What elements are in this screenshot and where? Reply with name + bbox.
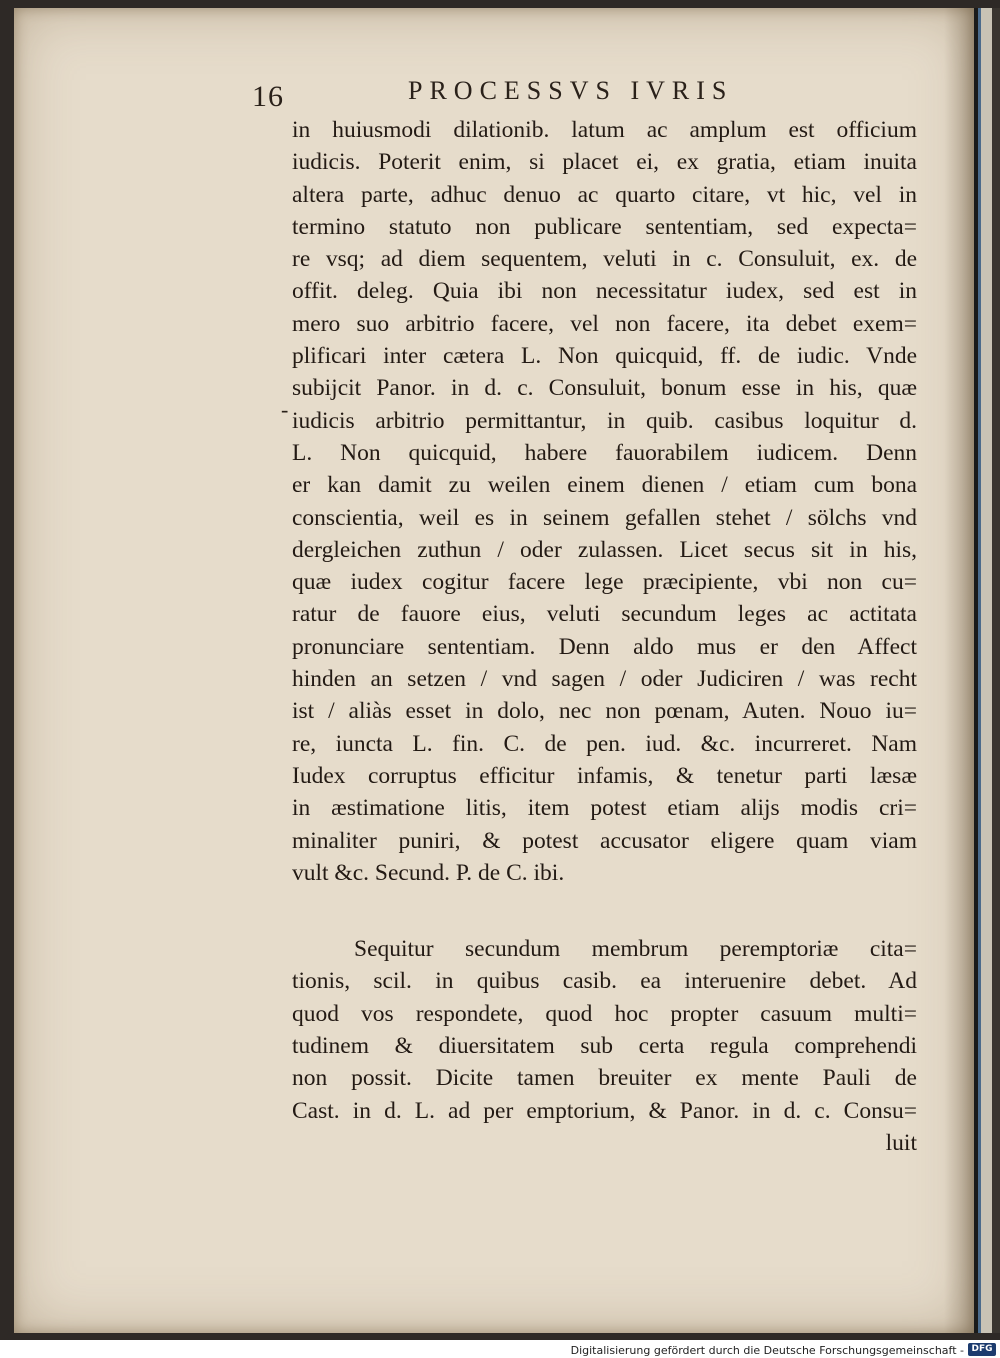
text-line: quæ iudex cogitur facere lege præcipiente, vbi non cu= bbox=[292, 569, 917, 596]
page-edge-shadow bbox=[944, 8, 974, 1333]
text-line: non possit. Dicite tamen breuiter ex mente Pauli de bbox=[292, 1065, 917, 1092]
text-line: minaliter puniri, & potest accusator eligere quam viam bbox=[292, 827, 917, 854]
page-header bbox=[252, 74, 932, 118]
text-line: ist / aliàs esset in dolo, nec non pœnam, Auten. Nouo iu= bbox=[292, 698, 917, 725]
text-line: Cast. in d. L. ad per emptorium, & Panor. in d. c. Consu= bbox=[292, 1097, 917, 1124]
text-line: altera parte, adhuc denuo ac quarto citare, vt hic, vel in bbox=[292, 181, 917, 208]
text-line: in huiusmodi dilationib. latum ac amplum est officium bbox=[292, 117, 917, 143]
paragraph-2 bbox=[292, 933, 917, 1159]
text-line: vult &c. Secund. P. de C. ibi. bbox=[292, 859, 565, 886]
text-line: L. Non quicquid, habere fauorabilem iudicem. Denn bbox=[292, 439, 917, 466]
text-line: offit. deleg. Quia ibi non necessitatur iudex, sed est in bbox=[292, 278, 917, 305]
digitization-credit: Digitalisierung gefördert durch die Deutsche Forschungsgemeinschaft - bbox=[570, 1344, 964, 1357]
text-line: in æstimatione litis, item potest etiam alijs modis cri= bbox=[292, 795, 917, 822]
text-line: dergleichen zuthun / oder zulassen. Licet secus sit in his, bbox=[292, 536, 917, 563]
text-line: hinden an setzen / vnd sagen / oder Judiciren / was recht bbox=[292, 666, 917, 693]
text-line: re vsq; ad diem sequentem, veluti in c. Consuluit, ex. de bbox=[292, 246, 917, 273]
text-block bbox=[292, 114, 917, 1159]
text-line: tudinem & diuersitatem sub certa regula comprehendi bbox=[292, 1033, 917, 1060]
text-line: luit bbox=[885, 1129, 917, 1156]
text-line: Iudex corruptus efficitur infamis, & tenetur parti læsæ bbox=[292, 762, 917, 789]
text-line: iudicis. Poterit enim, si placet ei, ex gratia, etiam inuita bbox=[292, 149, 917, 176]
paragraph-1 bbox=[292, 114, 917, 889]
text-line: quod vos respondete, quod hoc propter casuum multi= bbox=[292, 1000, 917, 1027]
margin-mark: - bbox=[281, 397, 289, 422]
text-line: iudicis arbitrio permittantur, in quib. casibus loquitur d. bbox=[292, 407, 917, 434]
page-number: 16 bbox=[252, 80, 284, 113]
text-line: mero suo arbitrio facere, vel non facere, ita debet exem= bbox=[292, 310, 917, 337]
text-line: termino statuto non publicare sententiam, sed expecta= bbox=[292, 213, 917, 240]
text-line: tionis, scil. in quibus casib. ea interuenire debet. Ad bbox=[292, 968, 917, 995]
dfg-logo: DFG bbox=[968, 1343, 996, 1356]
text-line: er kan damit zu weilen einem dienen / etiam cum bona bbox=[292, 472, 917, 499]
text-line: pronunciare sententiam. Denn aldo mus er den Affect bbox=[292, 633, 917, 660]
text-line: subijcit Panor. in d. c. Consuluit, bonum esse in his, quæ bbox=[292, 375, 917, 402]
running-title: PROCESSVS IVRIS bbox=[408, 76, 734, 105]
text-line: re, iuncta L. fin. C. de pen. iud. &c. incurreret. Nam bbox=[292, 730, 917, 757]
text-line: plificari inter cætera L. Non quicquid, ff. de iudic. Vnde bbox=[292, 343, 917, 370]
text-line: conscientia, weil es in seinem gefallen stehet / sölchs vnd bbox=[292, 504, 917, 531]
text-line: Sequitur secundum membrum peremptoriæ cita= bbox=[354, 936, 917, 963]
text-line: ratur de fauore eius, veluti secundum leges ac actitata bbox=[292, 601, 917, 628]
page-gutter-ribbon bbox=[974, 8, 1000, 1333]
